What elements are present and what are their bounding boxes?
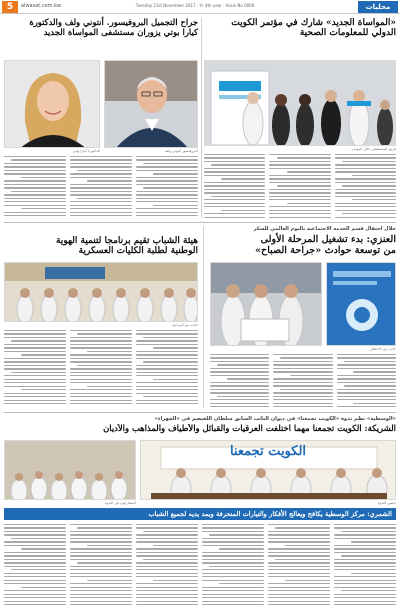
- text-column: [268, 524, 330, 612]
- headline-line-2: الوطنية لطلبة الكليات العسكرية: [78, 246, 198, 257]
- story-bottom-photo-2: [4, 440, 136, 500]
- story-middle-right-caption: جانب من الاحتفال: [370, 347, 396, 351]
- story-middle-right-subtitle: خلال احتفال قسم الخدمة الاجتماعية باليوم العالمي للسكر: [253, 226, 396, 232]
- text-column: [202, 524, 264, 612]
- text-column: [204, 154, 265, 218]
- section-divider: [4, 222, 396, 223]
- column-divider: [201, 18, 202, 218]
- column-divider: [203, 226, 204, 408]
- story-middle-right-body: [210, 354, 396, 408]
- story-bottom-sub-banner: الشمري: مركز الوسطية يكافح ويعالج الأفكار والتيارات المنحرفة ويمد يديه لجميع الشباب: [4, 508, 396, 520]
- story-top-right-body: [204, 154, 396, 218]
- headline-line-1: «المواساة الجديد» شارك في مؤتمر الكويت: [231, 18, 396, 28]
- text-column: [4, 524, 66, 612]
- story-top-right-photo: [204, 60, 396, 146]
- story-top-right-headline: [204, 18, 396, 39]
- text-column: [70, 524, 132, 612]
- headline-line-2: كيارا بوتي يزوران مستشفى المواساة الجديد: [43, 26, 198, 37]
- story-middle-left-photo: [4, 262, 198, 322]
- story-bottom-caption-2: المشاركون في الندوة: [104, 501, 136, 505]
- story-bottom-headline: الشريكة: الكويت تجمعنا مهما اختلفت العرقيات والقبائل والأطياف والمذاهب والأديان: [103, 424, 396, 433]
- ceremony-photo-image: [211, 263, 322, 346]
- text-column: [4, 330, 66, 408]
- story-top-left-headline: [4, 18, 198, 37]
- story-middle-left-caption: جانب من البرنامج: [172, 323, 198, 327]
- dateline: Tuesday 21st November 2017 - Yr 4th year - Issue No 0000: [135, 3, 255, 8]
- text-column: [136, 524, 198, 612]
- text-column: [269, 154, 330, 218]
- text-column: [70, 156, 132, 218]
- text-column: [337, 354, 396, 408]
- section-divider: [4, 412, 396, 413]
- portrait-caption-2: البروفيسور أنتوني ولف: [164, 149, 198, 153]
- story-middle-right-photo: [210, 262, 322, 346]
- text-column: [70, 330, 132, 408]
- headline-line-1: جراح التجميل البروفيسور. أنتوني ولف والدكتورة: [29, 17, 198, 27]
- story-top-right-caption: فريق المستشفى خلال المؤتمر: [351, 147, 396, 151]
- seminar-photo-image: [5, 263, 198, 322]
- banner-text: الكويت تجمعنا: [229, 444, 307, 459]
- text-column: [136, 330, 198, 408]
- story-top-left-body: [4, 156, 198, 218]
- headline-line-1: هيئة الشباب تقيم برنامجا لتنمية الهوية: [55, 236, 198, 246]
- text-column: [273, 354, 332, 408]
- man-portrait-image: [105, 61, 198, 148]
- text-column: [136, 156, 198, 218]
- story-middle-left-headline: [4, 236, 198, 257]
- story-middle-right-headline: [192, 234, 396, 256]
- portrait-photo-1: [4, 60, 100, 148]
- text-column: [335, 154, 396, 218]
- headline-line-1: العنزي: بدء تشغيل المرحلة الأولى: [260, 234, 396, 245]
- section-label: محليات: [358, 1, 398, 13]
- story-bottom-body: [4, 524, 396, 612]
- page-number: 5: [2, 1, 18, 13]
- text-column: [334, 524, 396, 612]
- story-middle-left-body: [4, 330, 198, 408]
- portrait-photo-2: [104, 60, 198, 148]
- portrait-caption-1: الدكتورة كيارا بوتي: [72, 149, 100, 153]
- blue-banner-image: [327, 263, 396, 346]
- group-photo-image: [205, 61, 396, 146]
- site-url[interactable]: alwasat.com.kw: [21, 3, 62, 9]
- woman-portrait-image: [5, 61, 100, 148]
- headline-line-2: الدولي للمعلومات الصحية: [299, 28, 396, 39]
- story-bottom-caption-1: حضور الندوة: [377, 501, 396, 505]
- headline-line-2: من توسعة حوادث «جراحة الصباح»: [255, 245, 396, 257]
- audience-photo-image: [5, 441, 136, 500]
- text-column: [210, 354, 269, 408]
- text-column: [4, 156, 66, 218]
- story-middle-right-photo-2: [326, 262, 396, 346]
- story-bottom-subtitle: «الوسطية» نظم ندوة «الكويت تجمعنا» في ديوان النائب السابق سلطان اللغيصم في «الجهراء»: [154, 416, 396, 422]
